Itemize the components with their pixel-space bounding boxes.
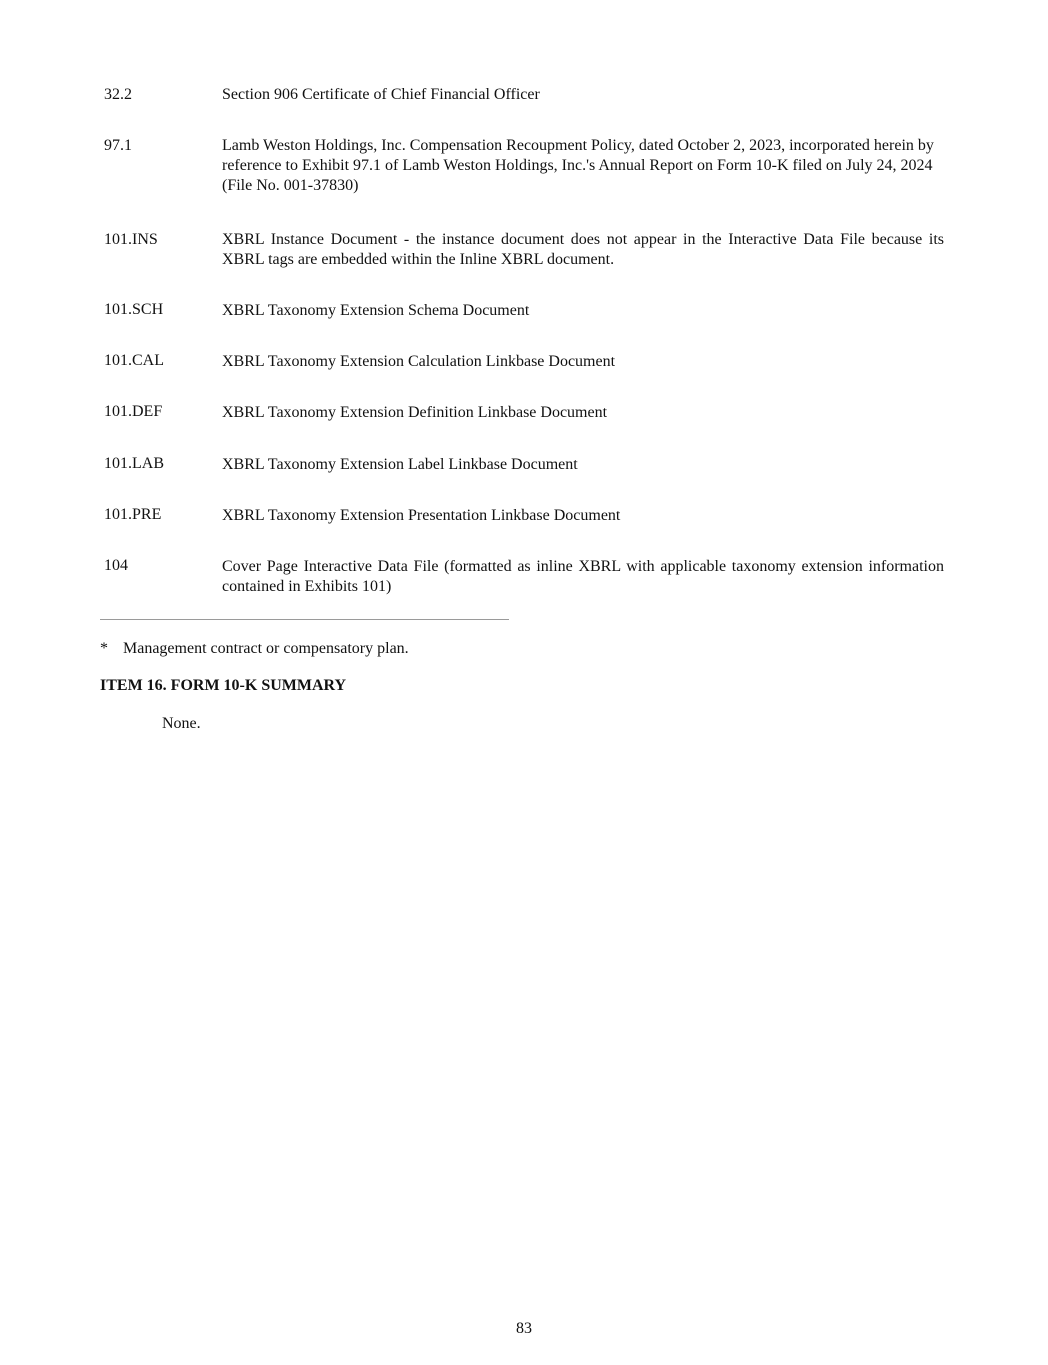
exhibit-number: 101.SCH	[104, 301, 164, 318]
exhibit-description: Section 906 Certificate of Chief Financial Officer	[222, 86, 540, 103]
footnote	[100, 639, 409, 659]
exhibit-number: 104	[104, 557, 128, 574]
exhibit-number: 32.2	[104, 86, 132, 103]
item-16-heading: ITEM 16. FORM 10-K SUMMARY	[100, 677, 347, 694]
exhibit-number: 97.1	[104, 137, 132, 154]
footnote-divider	[100, 619, 509, 620]
exhibit-number: 101.DEF	[104, 403, 163, 420]
exhibit-description: XBRL Taxonomy Extension Presentation Linkbase Document	[222, 507, 621, 524]
exhibit-description: XBRL Instance Document - the instance document does not appear in the Interactive Data File because its XBRL tags are embedded within the Inline XBRL document.	[222, 231, 944, 268]
footnote-text: Management contract or compensatory plan.	[123, 640, 409, 657]
footnote-mark: *	[100, 640, 108, 657]
exhibit-number: 101.PRE	[104, 506, 162, 523]
exhibit-number: 101.LAB	[104, 455, 164, 472]
item-16-body: None.	[162, 715, 201, 732]
exhibit-description: XBRL Taxonomy Extension Label Linkbase Document	[222, 456, 578, 473]
exhibit-number: 101.CAL	[104, 352, 164, 369]
exhibit-description: XBRL Taxonomy Extension Schema Document	[222, 302, 530, 319]
page-number: 83	[516, 1320, 532, 1337]
exhibit-number: 101.INS	[104, 231, 158, 248]
exhibit-description: XBRL Taxonomy Extension Calculation Linkbase Document	[222, 353, 616, 370]
exhibit-description: XBRL Taxonomy Extension Definition Linkbase Document	[222, 404, 608, 421]
exhibit-description: Cover Page Interactive Data File (formatted as inline XBRL with applicable taxonomy extension information contained in Exhibits 101)	[222, 558, 944, 595]
exhibit-description: Lamb Weston Holdings, Inc. Compensation Recoupment Policy, dated October 2, 2023, incorporated herein by reference to Exhibit 97.1 of Lamb Weston Holdings, Inc.'s Annual Report on Form 10-K filed on July 24, 2024 (File No. 001-37830)	[222, 137, 934, 194]
